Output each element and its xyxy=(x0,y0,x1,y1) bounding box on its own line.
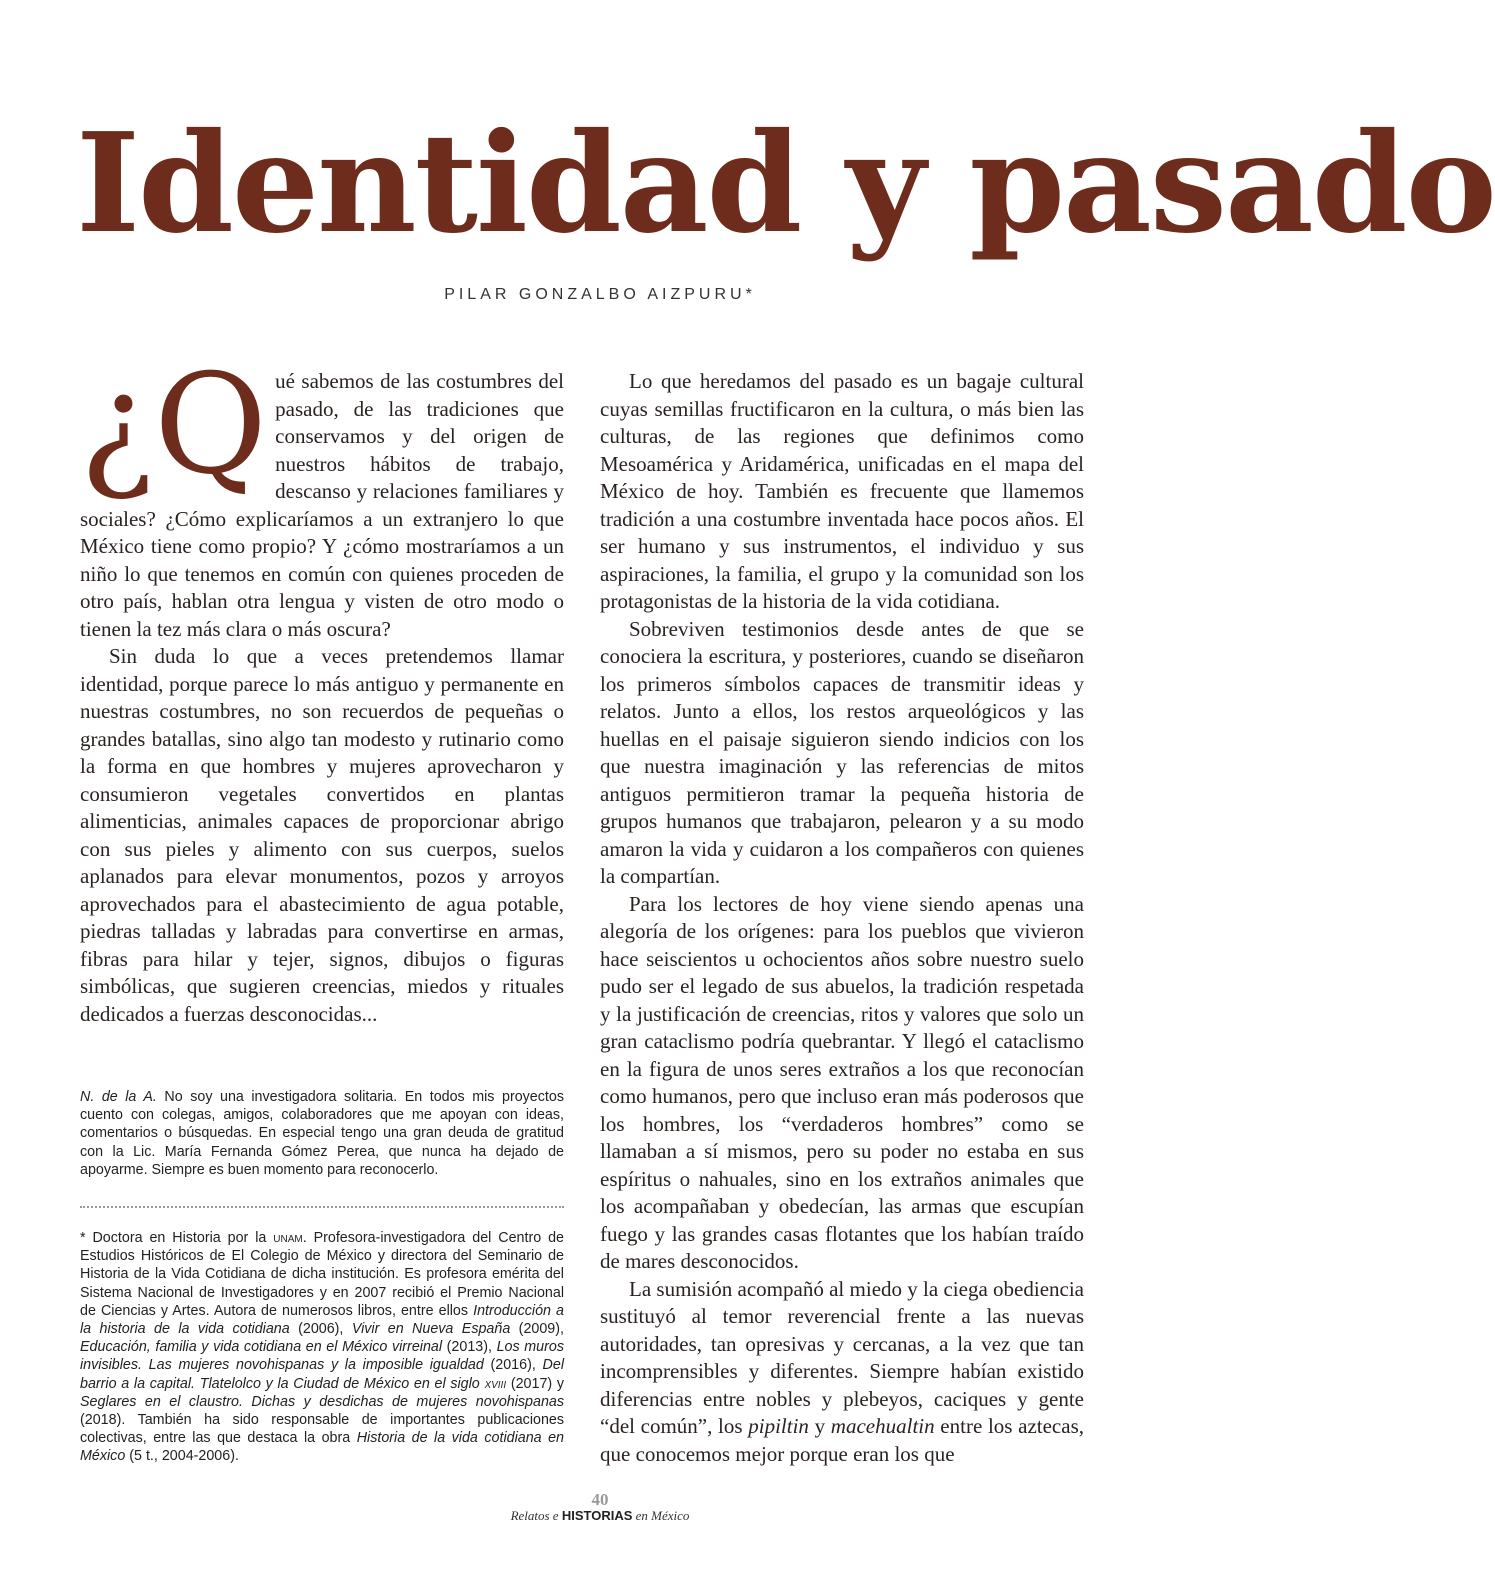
dotted-divider xyxy=(80,1206,564,1208)
book-title-century: xviii xyxy=(484,1375,507,1392)
author-bio-footnote xyxy=(80,1229,564,1466)
bio-text: * Doctora en Historia por la xyxy=(80,1230,274,1246)
bio-text: (2009), xyxy=(510,1321,564,1338)
paragraph-6-text: La sumisión acompañó al miedo y la ciega obediencia sustituyó al temor reverencial frente a las nuevas autoridades, tan opresivas y cercanas, a la vez que tan incomprensibles y diferentes. Siempre habían existido diferencias entre nobles y plebeyos, caciques y gente “del común”, los xyxy=(600,1276,1084,1438)
magazine-name-bold: HISTORIAS xyxy=(561,1508,633,1523)
author-note xyxy=(80,1088,564,1179)
bio-text: (2017) y xyxy=(506,1375,565,1392)
book-title: Vivir en Nueva España xyxy=(351,1321,511,1338)
paragraph-6-text: y xyxy=(808,1414,831,1438)
paragraph-1 xyxy=(80,344,564,643)
bio-text: (2006), xyxy=(289,1321,352,1338)
paragraph-5: Para los lectores de hoy viene siendo apenas una alegoría de los orígenes: para los pueblos que vivieron hace seiscientos u ochocientos años sobre nuestro suelo pudo ser el legado de sus abuelos, la tradición respetada y la justificación de creencias, ritos y valores que solo un gran cataclismo podría quebrantar. Y llegó el cataclismo en la figura de unos seres extraños a los que reconocían como humanos, pero que incluso eran más poderosos que los hombres, los “verdaderos hombres” como se llamaban a sí mismos, pero su poder no estaba en sus espíritus o nahuales, sino en los extraños animales que los acompañaban y obedecían, las armas que escupían fuego y las grandes casas flotantes que los habían traído de mares desconocidos. xyxy=(600,891,1084,1273)
bio-text: (5 t., 2004-2006). xyxy=(125,1448,239,1465)
bio-text: (2018). También ha sido responsable de importantes publicaciones colectivas, entre las que destaca la obra xyxy=(80,1412,564,1447)
left-column xyxy=(80,344,564,1028)
magazine-name xyxy=(0,1508,1200,1524)
bio-unam: unam xyxy=(273,1230,303,1246)
paragraph-1-text: ué sabemos de las costumbres del pasado, de las tradiciones que conservamos y del origen de nuestros hábitos de trabajo, descanso y relaciones familiares y sociales? ¿Cómo explicaríamos a un extranjero lo que México tiene como propio? Y ¿cómo mostraríamos a un niño lo que tenemos en común con quienes proceden de otro país, hablan otra lengua y visten de otro modo o tienen la tez más clara o más oscura? xyxy=(80,369,564,641)
right-column xyxy=(600,368,1084,1468)
book-title: Introducción a la historia de la vida cotidiana xyxy=(80,1302,564,1338)
book-title: Los muros invisibles. Las mujeres novohispanas y la imposible igualdad xyxy=(80,1339,564,1374)
book-title: Educación, familia y vida cotidiana en el México virreinal xyxy=(80,1339,443,1356)
author-byline: PILAR GONZALBO AIZPURU* xyxy=(444,286,756,303)
paragraph-4: Sobreviven testimonios desde antes de que se conociera la escritura, y posteriores, cuando se diseñaron los primeros símbolos capaces de transmitir ideas y relatos. Junto a ellos, los restos arqueológicos y las huellas en el paisaje siguieron siendo indicios con los que nuestra imaginación y las referencias de mitos antiguos permitieron tramar la pequeña historia de grupos humanos que trabajaron, pelearon y a su modo amaron la vida y cuidaron a los compañeros con quienes la compartían. xyxy=(600,616,1084,888)
page-number: 40 xyxy=(591,1490,609,1509)
magazine-name-part: Relatos e xyxy=(510,1508,562,1523)
paragraph-6 xyxy=(600,1276,1084,1469)
author-note-label: N. de la A. xyxy=(80,1089,157,1105)
article-title: Identidad y pasado xyxy=(76,103,1495,264)
paragraph-2: Sin duda lo que a veces pretendemos llamar identidad, porque parece lo más antiguo y permanente en nuestras costumbres, no son recuerdos de pequeñas o grandes batallas, sino algo tan modesto y rutinario como la forma en que hombres y mujeres aprovecharon y consumieron vegetales convertidos en plantas alimenticias, animales capaces de proporcionar abrigo con sus pieles y alimento con sus cuerpos, suelos aplanados para elevar monumentos, pozos y arroyos aprovechados para el abastecimiento de agua potable, piedras talladas y labradas para convertirse en armas, fibras para hilar y tejer, signos, dibujos o figuras simbólicas, que sugieren creencias, miedos y rituales dedicados a fuerzas desconocidas... xyxy=(80,644,564,1026)
bio-text: (2013), xyxy=(442,1339,497,1356)
nahuatl-term: pipiltin xyxy=(748,1414,809,1438)
bio-text: . Profesora-investigadora del Centro de Estudios Históricos de El Colegio de México y directora del Seminario de Historia de la Vida Cotidiana de dicha institución. Es profesora emérita del Sistema Nacional de Investigadores y en 2007 recibió el Premio Nacional de Ciencias y Artes. Autora de numerosos libros, entre ellos xyxy=(80,1230,564,1319)
magazine-name-part: en México xyxy=(632,1508,690,1523)
drop-cap: ¿Q xyxy=(80,344,268,505)
book-title: Historia de la vida cotidiana en México xyxy=(80,1430,564,1465)
nahuatl-term: macehualtin xyxy=(830,1414,935,1438)
paragraph-3: Lo que heredamos del pasado es un bagaje cultural cuyas semillas fructificaron en la cultura, o más bien las culturas, de las regiones que definimos como Mesoamérica y Aridamérica, unificadas en el mapa del México de hoy. También es frecuente que llamemos tradición a una costumbre inventada hace pocos años. El ser humano y sus instrumentos, el individuo y sus aspiraciones, la familia, el grupo y la comunidad son los protagonistas de la historia de la vida cotidiana. xyxy=(600,369,1084,613)
book-title: Seglares en el claustro. Dichas y desdichas de mujeres novohispanas xyxy=(80,1393,564,1410)
paragraph-6-text: entre los aztecas, que conocemos mejor porque eran los que xyxy=(600,1414,1084,1466)
book-title: Del barrio a la capital. Tlatelolco y la Ciudad de México en el siglo xyxy=(80,1357,564,1392)
author-note-text: No soy una investigadora solitaria. En todos mis proyectos cuento con colegas, amigos, colaboradores que me apoyan con ideas, comentarios o búsquedas. En especial tengo una gran deuda de gratitud con la Lic. María Fernanda Gómez Perea, que nunca ha dejado de apoyarme. Siempre es buen momento para reconocerlo. xyxy=(80,1089,564,1178)
bio-text: (2016), xyxy=(483,1357,543,1374)
